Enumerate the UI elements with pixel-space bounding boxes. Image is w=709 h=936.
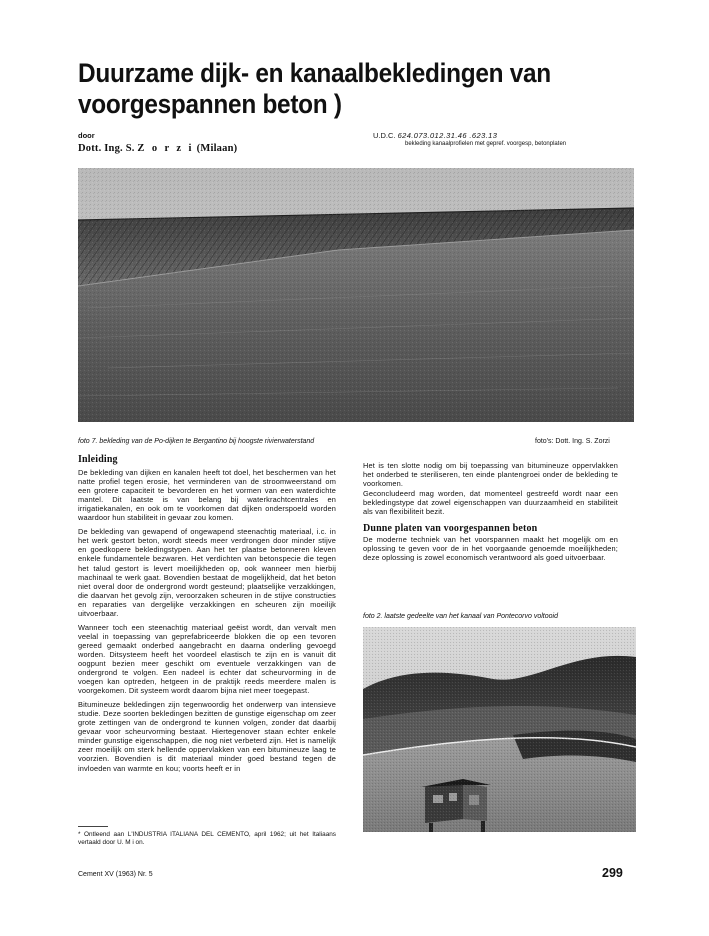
udc-subtitle: bekleding kanaalprofielen met gepref. voorgesp, betonplaten xyxy=(405,141,567,147)
page-number: 299 xyxy=(602,866,623,880)
footnote: * Ontleend aan L'INDUSTRIA ITALIANA DEL CEMENTO, april 1962; uit het Italiaans vertaald door U. M i on. xyxy=(78,831,336,846)
photo-pontecorvo-canal xyxy=(363,627,636,832)
photo1-caption: foto 7. bekleding van de Po-dijken te Bergantino bij hoogste rivierwaterstand xyxy=(78,438,315,445)
photo-credit: foto's: Dott. Ing. S. Zorzi xyxy=(535,438,610,445)
photo-po-dykes xyxy=(78,168,634,422)
by-label: door xyxy=(78,131,95,140)
author-line xyxy=(78,143,237,154)
udc-number: 624.073.012.31.46 .623.13 xyxy=(397,131,498,140)
right-column xyxy=(363,461,618,567)
title-line-1: Duurzame dijk- en kanaalbekledingen van xyxy=(78,58,551,88)
author-name: Z o r z i xyxy=(137,143,194,154)
left-column xyxy=(78,455,336,778)
photo2-caption: foto 2. laatste gedeelte van het kanaal van Pontecorvo voltooid xyxy=(363,613,558,620)
paragraph: De bekleding van gewapend of ongewapend steenachtig materiaal, i.c. in het werk gestort beton, wordt steeds meer verdrongen door minder stijve en goedkopere bekledingstypen. Aan het ter plaatse betonneren kleven enkele fundamentele bezwaren. Het verdichten van betonspecie die tegen het talud gestort is levert moeilijkheden op, ook wanneer men hierbij machinaal te werk gaat. Bovendien bestaat de mogelijkheid, dat het beton niet overal door de ondergrond wordt gesteund; plaatselijke verzakkingen, die daarvan het gevolg zijn, veroorzaken scheuren in de stijve constructies en reparaties van dergelijke verzakkingen en scheuren zijn moeilijk uitvoerbaar. xyxy=(78,527,336,618)
title-line-2: voorgespannen beton ) xyxy=(78,89,342,119)
footnote-rule xyxy=(78,826,108,827)
author-prefix: Dott. Ing. S. xyxy=(78,143,135,154)
author-city: (Milaan) xyxy=(196,143,238,154)
udc-code xyxy=(373,131,497,140)
section-heading-introduction: Inleiding xyxy=(78,454,118,465)
paragraph: De bekleding van dijken en kanalen heeft tot doel, het beschermen van het natte profiel tegen erosie, het verminderen van de stroomweerstand om een grotere capaciteit te bevorderen en het vormen van een waterdichte mantel. Dit laatste is van belang bij waterkrachtcentrales en irrigatiekanalen, en ook om te voorkomen dat dijken onderspoeld worden waardoor hun stabiliteit in gevaar zou komen. xyxy=(78,468,336,523)
paragraph: Het is ten slotte nodig om bij toepassing van bitumineuze oppervlakken het onderbed te steriliseren, ten einde plantengroei onder de bekleding te voorkomen. xyxy=(363,461,618,489)
section-heading-thin-slabs: Dunne platen van voorgespannen beton xyxy=(363,523,538,535)
paragraph: Geconcludeerd mag worden, dat momenteel gestreefd wordt naar een bekledingstype dat zowel eigenschappen van duurzaamheid en stabiliteit als van flexibiliteit bezit. xyxy=(363,489,618,517)
article-title xyxy=(78,58,593,120)
paragraph: Bitumineuze bekledingen zijn tegenwoordig het onderwerp van intensieve studie. Deze soorten bekledingen bezitten de gunstige eigenschap om zeer grote zettingen van de ondergrond te kunnen volgen, zonder dat daarbij gevaar voor scheurvorming bestaat. Hiertegenover staan echter enkele minder gunstige eigenschappen, die nog niet verbeterd zijn. Het is namelijk zeer moeilijk om sterk hellende oppervlakken van een bitumineuze laag te voorzien. Bovendien is dit materiaal minder goed bestand tegen de invloeden van warmte en kou; voorts heeft er in xyxy=(78,700,336,773)
journal-footer: Cement XV (1963) Nr. 5 xyxy=(78,871,153,878)
paragraph: Wanneer toch een steenachtig materiaal geëist wordt, dan vervalt men veelal in toepassing van geprefabriceerde blokken die op een tevoren gereed gemaakt onderbed aangebracht en daarna onderling gevoegd worden. Ditsysteem heeft het voordeel elastisch te zijn en is vanuit dit oogpunt bezien meer geschikt om eventuele verzakkingen van de ondergrond te volgen. Een nadeel is echter dat scheurvorming in de voegen kan optreden, hetgeen in de praktijk reeds meerdere malen is voorgekomen. Dit systeem wordt daarom bijna niet meer toegepast. xyxy=(78,622,336,696)
udc-label: U.D.C. xyxy=(373,131,396,140)
paragraph: De moderne techniek van het voorspannen maakt het mogelijk om en oplossing te geven voor de in het voorgaande genoemde moeilijkheden; deze oplossing is zowel economisch verantwoord als goed uitvoerbaar. xyxy=(363,535,618,563)
